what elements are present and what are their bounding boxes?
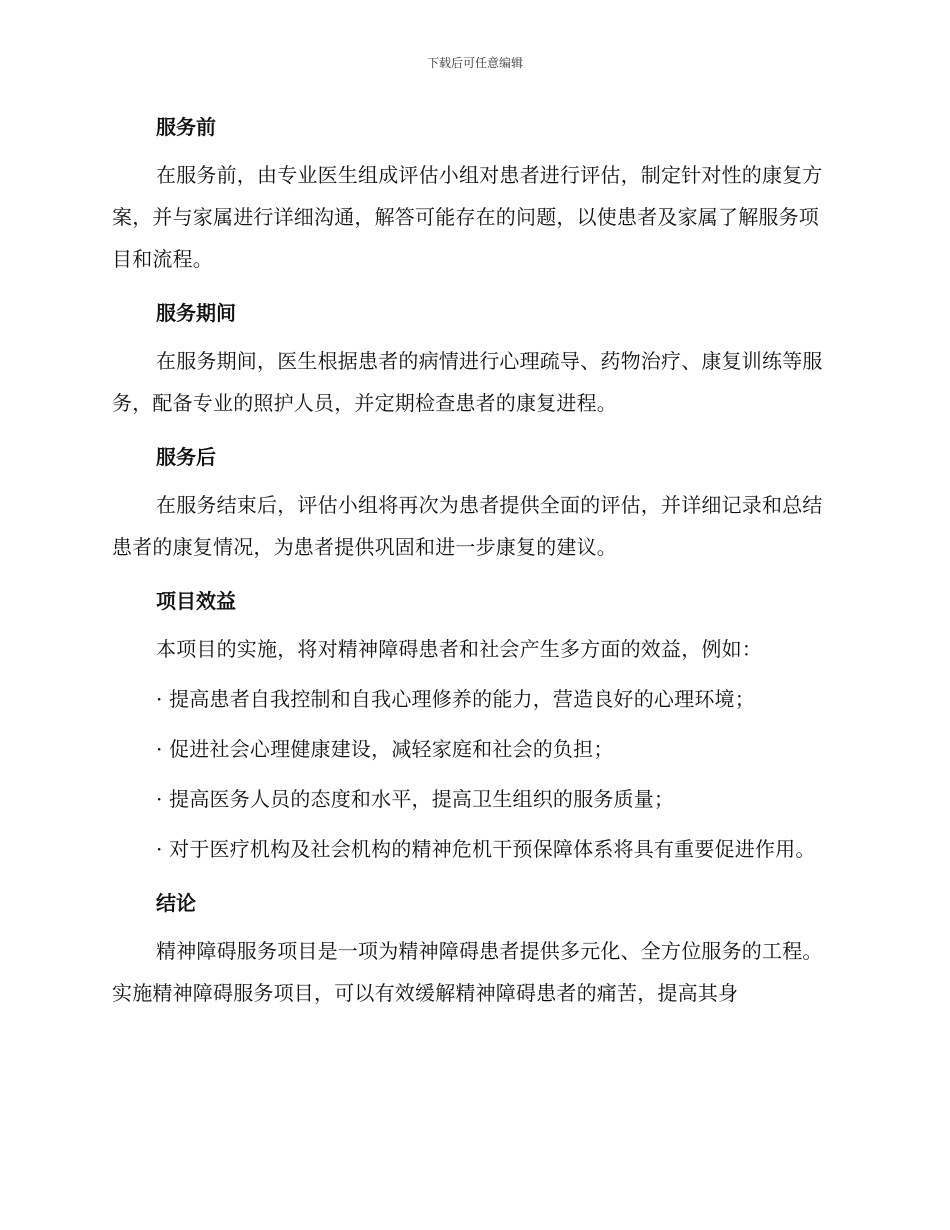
document-body xyxy=(112,108,832,1014)
section-body-during: 在服务期间，医生根据患者的病情进行心理疏导、药物治疗、康复训练等服务，配备专业的照护人员，并定期检查患者的康复进程。 xyxy=(112,349,823,415)
section-body-after: 在服务结束后，评估小组将再次为患者提供全面的评估，并详细记录和总结患者的康复情况，为患者提供巩固和进一步康复的建议。 xyxy=(112,493,823,559)
section-heading-conclusion: 结论 xyxy=(156,891,196,915)
benefit-item: · 促进社会心理健康建设，减轻家庭和社会的负担； xyxy=(156,737,614,761)
benefit-item: · 提高患者自我控制和自我心理修养的能力，营造良好的心理环境； xyxy=(156,687,755,711)
section-body-conclusion: 精神障碍服务项目是一项为精神障碍患者提供多元化、全方位服务的工程。实施精神障碍服务项目，可以有效缓解精神障碍患者的痛苦，提高其身 xyxy=(112,939,823,1005)
page-header-note: 下载后可任意编辑 xyxy=(426,56,523,70)
benefits-intro: 本项目的实施，将对精神障碍患者和社会产生多方面的效益，例如： xyxy=(156,637,762,661)
section-body-before: 在服务前，由专业医生组成评估小组对患者进行评估，制定针对性的康复方案，并与家属进行详细沟通，解答可能存在的问题，以使患者及家属了解服务项目和流程。 xyxy=(112,163,823,271)
benefit-item: · 对于医疗机构及社会机构的精神危机干预保障体系将具有重要促进作用。 xyxy=(156,837,816,861)
section-heading-during: 服务期间 xyxy=(156,301,236,325)
section-heading-benefits: 项目效益 xyxy=(156,589,236,613)
benefit-item: · 提高医务人员的态度和水平，提高卫生组织的服务质量； xyxy=(156,787,675,811)
section-heading-before: 服务前 xyxy=(156,115,216,139)
section-heading-after: 服务后 xyxy=(156,445,216,469)
